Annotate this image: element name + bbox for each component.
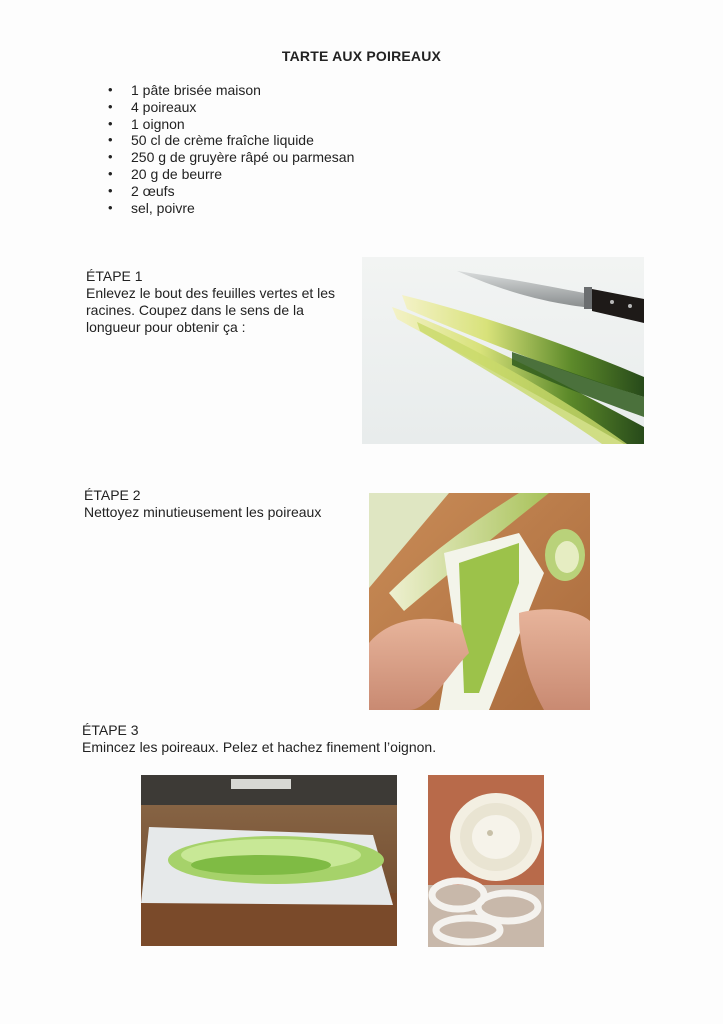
step-text-line: Emincez les poireaux. Pelez et hachez finement l’oignon. xyxy=(82,739,437,755)
ingredient-item: • 50 cl de crème fraîche liquide xyxy=(108,132,354,149)
ingredient-item: • 1 pâte brisée maison xyxy=(108,82,354,99)
step-text-line: Nettoyez minutieusement les poireaux xyxy=(84,504,322,520)
step-1-photo-leeks-knife xyxy=(362,257,644,444)
step-2-photo-cleaning-leeks xyxy=(369,493,590,710)
step-1 xyxy=(86,268,356,336)
step-3-photo-onion xyxy=(428,775,544,947)
step-text-line: Enlevez le bout des feuilles vertes et les xyxy=(86,285,336,301)
step-3 xyxy=(82,722,502,756)
step-heading: ÉTAPE 3 xyxy=(82,722,139,738)
step-heading: ÉTAPE 1 xyxy=(86,268,143,284)
step-3-photo-sliced-leeks xyxy=(141,775,397,946)
recipe-title: TARTE AUX POIREAUX xyxy=(281,48,442,64)
ingredient-item: • 2 œufs xyxy=(108,183,354,200)
step-2 xyxy=(84,487,354,521)
step-text-line: longueur pour obtenir ça : xyxy=(86,319,246,335)
ingredient-item: • 4 poireaux xyxy=(108,99,354,116)
ingredient-list xyxy=(108,82,354,216)
ingredient-item: • 20 g de beurre xyxy=(108,166,354,183)
ingredient-item: • 1 oignon xyxy=(108,116,354,133)
ingredient-item: • 250 g de gruyère râpé ou parmesan xyxy=(108,149,354,166)
step-text-line: racines. Coupez dans le sens de la xyxy=(86,302,304,318)
step-heading: ÉTAPE 2 xyxy=(84,487,141,503)
ingredient-item: • sel, poivre xyxy=(108,200,354,217)
